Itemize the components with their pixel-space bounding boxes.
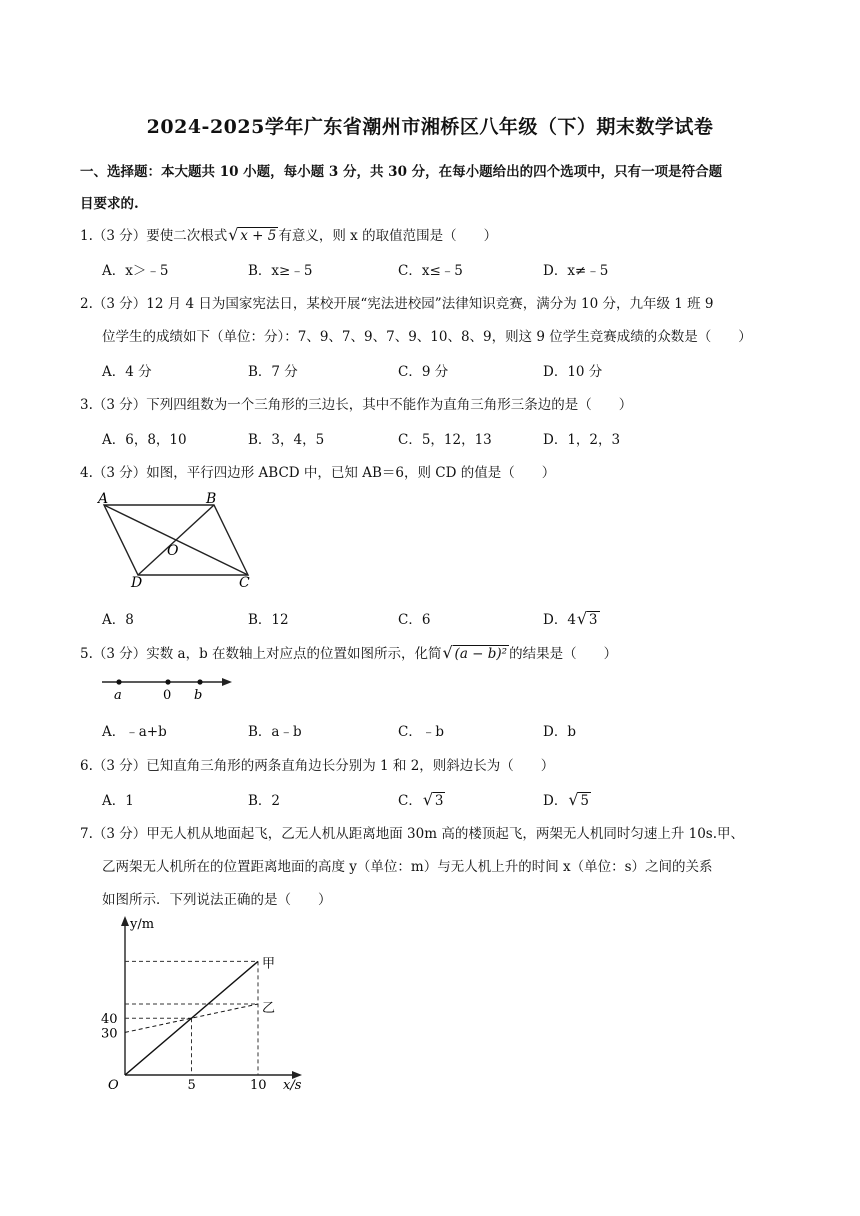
vertex-label-d: D xyxy=(131,575,143,591)
question-7-cont: 乙两架无人机所在的位置距离地面的高度 y（单位：m）与无人机上升的时间 x（单位：s）之间的关系 xyxy=(102,859,713,875)
q5-option-b: B．a﹣b xyxy=(248,724,302,740)
question-5-suffix: 的结果是（ ） xyxy=(509,646,618,662)
q1-option-d: D．x≠﹣5 xyxy=(543,263,609,279)
section-heading: 一、选择题：本大题共 10 小题，每小题 3 分，共 30 分，在每小题给出的四个选项中，只有一项是符合题 xyxy=(80,164,723,180)
q3-option-a: A．6，8，10 xyxy=(102,432,187,448)
numberline-label-a: a xyxy=(114,688,122,702)
q6-option-c-prefix: C． xyxy=(398,793,422,809)
vertex-label-a: A xyxy=(98,491,109,507)
page-title: 2024-2025学年广东省潮州市湘桥区八年级（下）期末数学试卷 xyxy=(146,116,714,138)
q5-option-a: A．﹣a+b xyxy=(102,724,167,740)
x-tick-label-10: 10 xyxy=(250,1078,267,1092)
question-2-cont: 位学生的成绩如下（单位：分）：7、9、7、9、7、9、10、8、9，则这 9 位学生竞赛成绩的众数是（ ） xyxy=(102,329,752,345)
question-1-prefix: 1.（3 分）要使二次根式 xyxy=(80,228,228,244)
sqrt-expression xyxy=(424,793,446,809)
y-axis-arrow xyxy=(121,916,129,926)
sqrt-expression xyxy=(578,612,600,628)
q1-option-a: A．x＞﹣5 xyxy=(102,263,169,279)
sqrt-expression xyxy=(229,228,278,244)
q4-option-c: C．6 xyxy=(398,612,431,628)
question-5 xyxy=(80,642,617,662)
center-label-o: O xyxy=(167,543,179,559)
x-axis-label: x/s xyxy=(283,1078,302,1092)
q4-option-d-prefix: D．4 xyxy=(543,612,576,628)
section-heading-cont: 目要求的. xyxy=(80,196,139,212)
q3-option-b: B．3，4，5 xyxy=(248,432,325,448)
x-tick-label-5: 5 xyxy=(187,1078,196,1092)
q2-option-b: B．7 分 xyxy=(248,364,298,380)
sqrt-expression xyxy=(444,646,510,662)
question-6: 6.（3 分）已知直角三角形的两条直角边长分别为 1 和 2，则斜边长为（ ） xyxy=(80,758,555,774)
y-tick-label-40: 40 xyxy=(101,1012,118,1028)
series-label-yi: 乙 xyxy=(262,1001,276,1016)
q5-option-c: C．﹣b xyxy=(398,724,444,740)
question-1 xyxy=(80,224,497,244)
sqrt-expression xyxy=(569,793,591,809)
q6-option-a: A．1 xyxy=(102,793,134,809)
q3-option-d: D．1，2，3 xyxy=(543,432,621,448)
sqrt-radicand: (a − b)² xyxy=(454,646,508,662)
y-axis-label: y/m xyxy=(130,917,155,932)
sqrt-radicand: x + 5 xyxy=(240,228,277,244)
q4-option-b: B．12 xyxy=(248,612,289,628)
q1-option-c: C．x≤﹣5 xyxy=(398,263,463,279)
question-1-suffix: 有意义，则 x 的取值范围是（ ） xyxy=(278,228,498,244)
sqrt-radicand: 3 xyxy=(434,793,444,809)
q3-option-c: C．5，12，13 xyxy=(398,432,492,448)
q6-option-d-prefix: D． xyxy=(543,793,568,809)
series-label-jia: 甲 xyxy=(262,956,276,972)
q4-option-a: A．8 xyxy=(102,612,134,628)
q4-option-d xyxy=(543,608,600,628)
q5-option-d: D．b xyxy=(543,724,576,740)
origin-label: O xyxy=(108,1078,119,1092)
y-tick-label-30: 30 xyxy=(101,1026,118,1042)
question-7-cont2: 如图所示．下列说法正确的是（ ） xyxy=(102,892,332,908)
vertex-label-b: B xyxy=(206,491,217,507)
series-line-jia xyxy=(125,961,258,1075)
q6-option-b: B．2 xyxy=(248,793,281,809)
q2-option-c: C．9 分 xyxy=(398,364,449,380)
q6-option-d xyxy=(543,789,591,809)
sqrt-radicand: 3 xyxy=(588,612,598,628)
question-5-prefix: 5.（3 分）实数 a，b 在数轴上对应点的位置如图所示，化简 xyxy=(80,646,442,662)
question-7: 7.（3 分）甲无人机从地面起飞，乙无人机从距离地面 30m 高的楼顶起飞，两架无人机同时匀速上升 10s.甲、 xyxy=(80,826,745,842)
q1-option-b: B．x≥﹣5 xyxy=(248,263,313,279)
numberline-label-b: b xyxy=(194,688,203,702)
vertex-label-c: C xyxy=(239,575,250,591)
numberline-label-zero: 0 xyxy=(163,688,172,702)
parallelogram-figure xyxy=(96,490,266,592)
number-line-figure xyxy=(100,672,240,702)
height-time-graph xyxy=(96,912,316,1092)
question-3: 3.（3 分）下列四组数为一个三角形的三边长，其中不能作为直角三角形三条边的是（ ） xyxy=(80,397,633,413)
question-4: 4.（3 分）如图，平行四边形 ABCD 中，已知 AB＝6，则 CD 的值是（ ） xyxy=(80,465,556,481)
q2-option-d: D．10 分 xyxy=(543,364,603,380)
sqrt-radicand: 5 xyxy=(580,793,589,809)
q2-option-a: A．4 分 xyxy=(102,364,152,380)
q6-option-c xyxy=(398,789,445,809)
question-2: 2.（3 分）12 月 4 日为国家宪法日，某校开展“宪法进校园”法律知识竞赛，满分为 10 分，九年级 1 班 9 xyxy=(80,296,714,312)
